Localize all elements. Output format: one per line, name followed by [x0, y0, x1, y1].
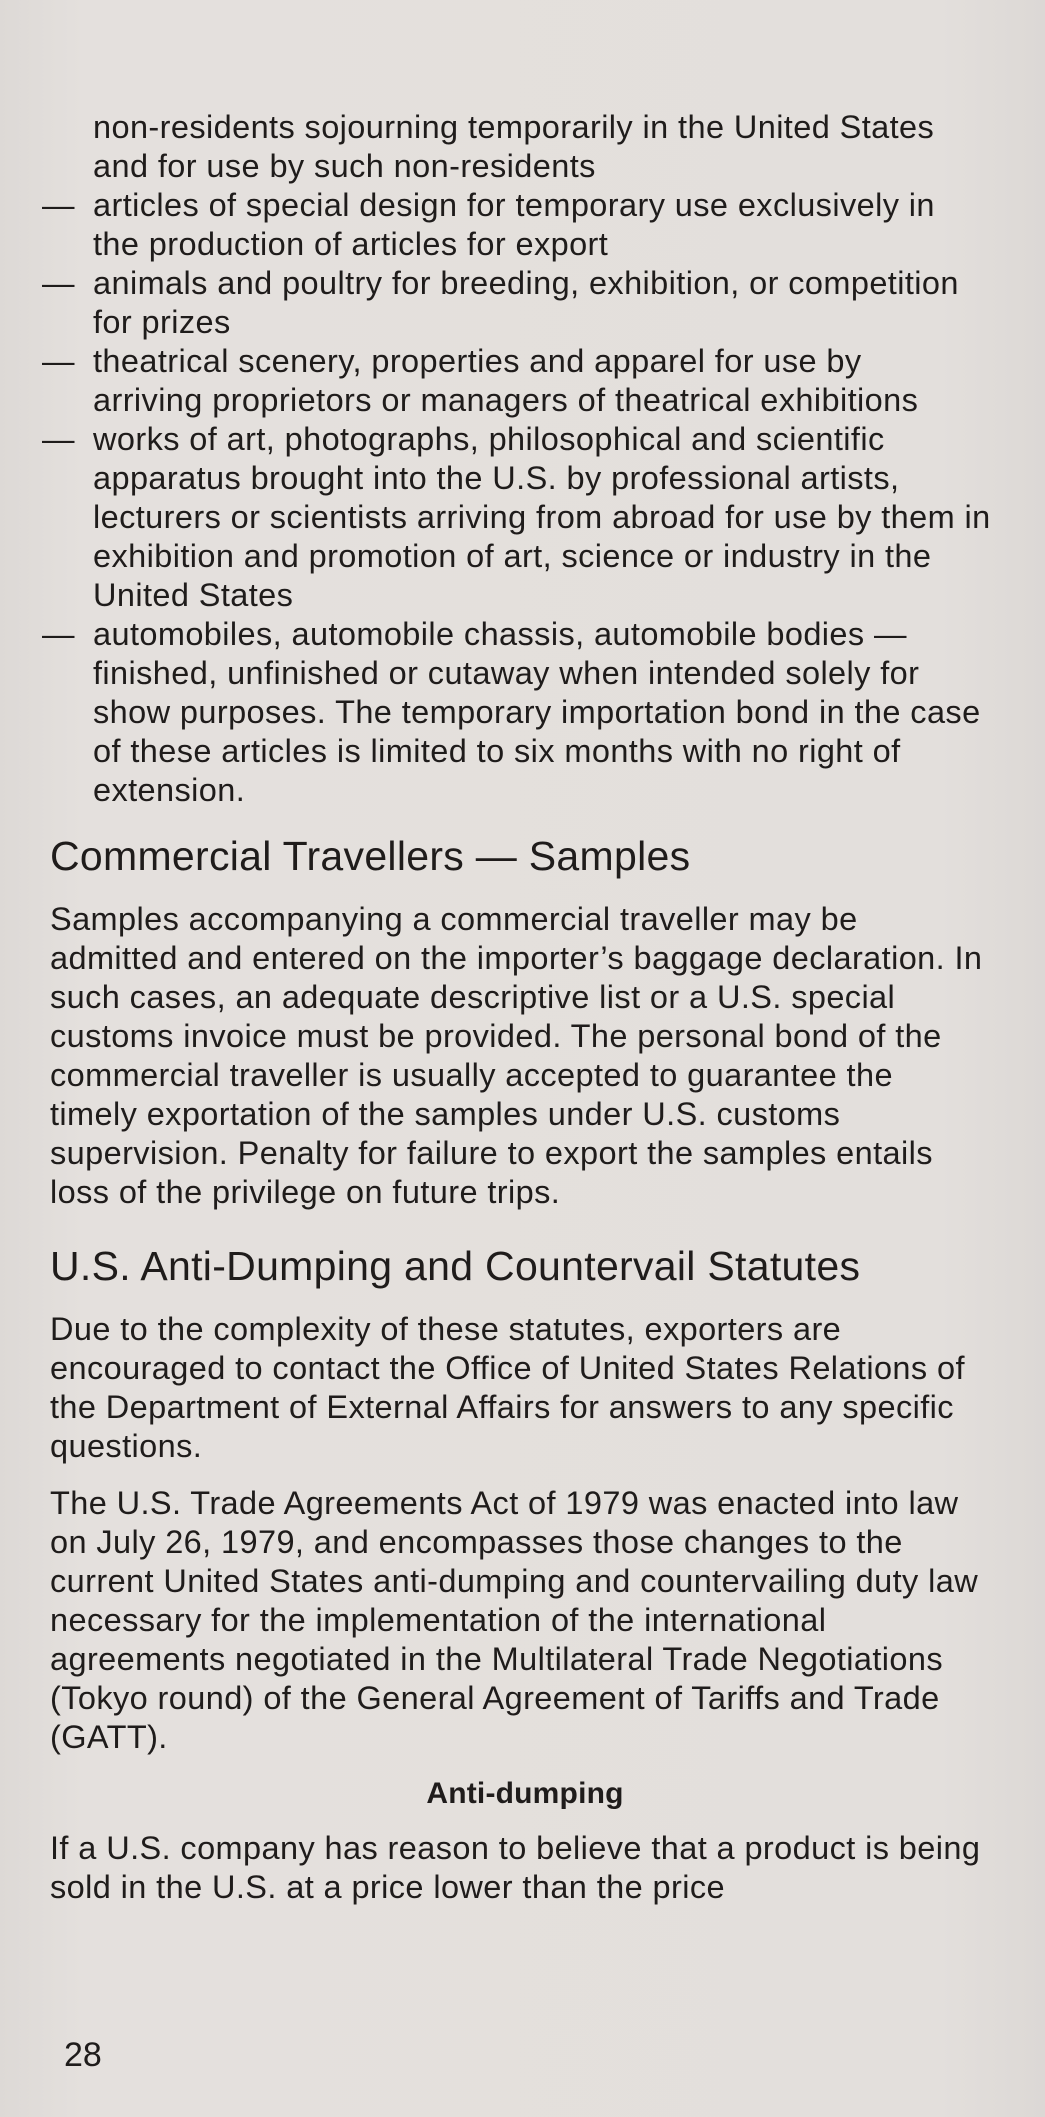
section-heading-commercial-travellers: Commercial Travellers — Samples: [50, 833, 691, 879]
list-item: — theatrical scenery, properties and apparel for use by arriving proprietors or managers of theatrical exhibitions: [50, 342, 973, 420]
commercial-travellers-paragraph: Samples accompanying a commercial traveller may be admitted and entered on the importer’s baggage declaration. In such cases, an adequate descriptive list or a U.S. special customs invoice must be provided. The personal bond of the commercial traveller is usually accepted to guarantee the timely exportation of the samples under U.S. customs supervision. Penalty for failure to export the samples entails loss of the privilege on future trips.: [50, 901, 983, 1210]
list-item-continuation: non-residents sojourning temporarily in the United States and for use by such non-residents: [93, 109, 935, 184]
list-item: — works of art, photographs, philosophical and scientific apparatus brought into the U.S. by professional artists, lecturers or scientists arriving from abroad for use by them in exhibition and promotion of art, science or industry in the United States: [50, 420, 993, 615]
section-heading-anti-dumping-statutes: U.S. Anti-Dumping and Countervail Statutes: [50, 1243, 861, 1289]
list-item: — articles of special design for temporary use exclusively in the production of articles for export: [50, 186, 983, 264]
anti-dumping-paragraph: If a U.S. company has reason to believe that a product is being sold in the U.S. at a price lower than the price: [50, 1830, 981, 1905]
subheading-anti-dumping: Anti-dumping: [426, 1777, 624, 1810]
statutes-paragraph-2: The U.S. Trade Agreements Act of 1979 was enacted into law on July 26, 1979, and encompasses those changes to the current United States anti-dumping and countervailing duty law necessary for the implementation of the international agreements negotiated in the Multilateral Trade Negotiations (Tokyo round) of the General Agreement of Tariffs and Trade (GATT).: [50, 1485, 979, 1755]
temporary-importation-list: [50, 108, 1000, 810]
list-item: — animals and poultry for breeding, exhibition, or competition for prizes: [50, 264, 973, 342]
list-item: — automobiles, automobile chassis, automobile bodies — finished, unfinished or cutaway when intended solely for show purposes. The temporary importation bond in the case of these articles is limited to six months with no right of extension.: [50, 615, 993, 810]
page-content: [50, 108, 1000, 1925]
statutes-paragraph-1: Due to the complexity of these statutes, exporters are encouraged to contact the Office of United States Relations of the Department of External Affairs for answers to any specific questions.: [50, 1311, 965, 1464]
page-number: 28: [64, 2036, 102, 2074]
